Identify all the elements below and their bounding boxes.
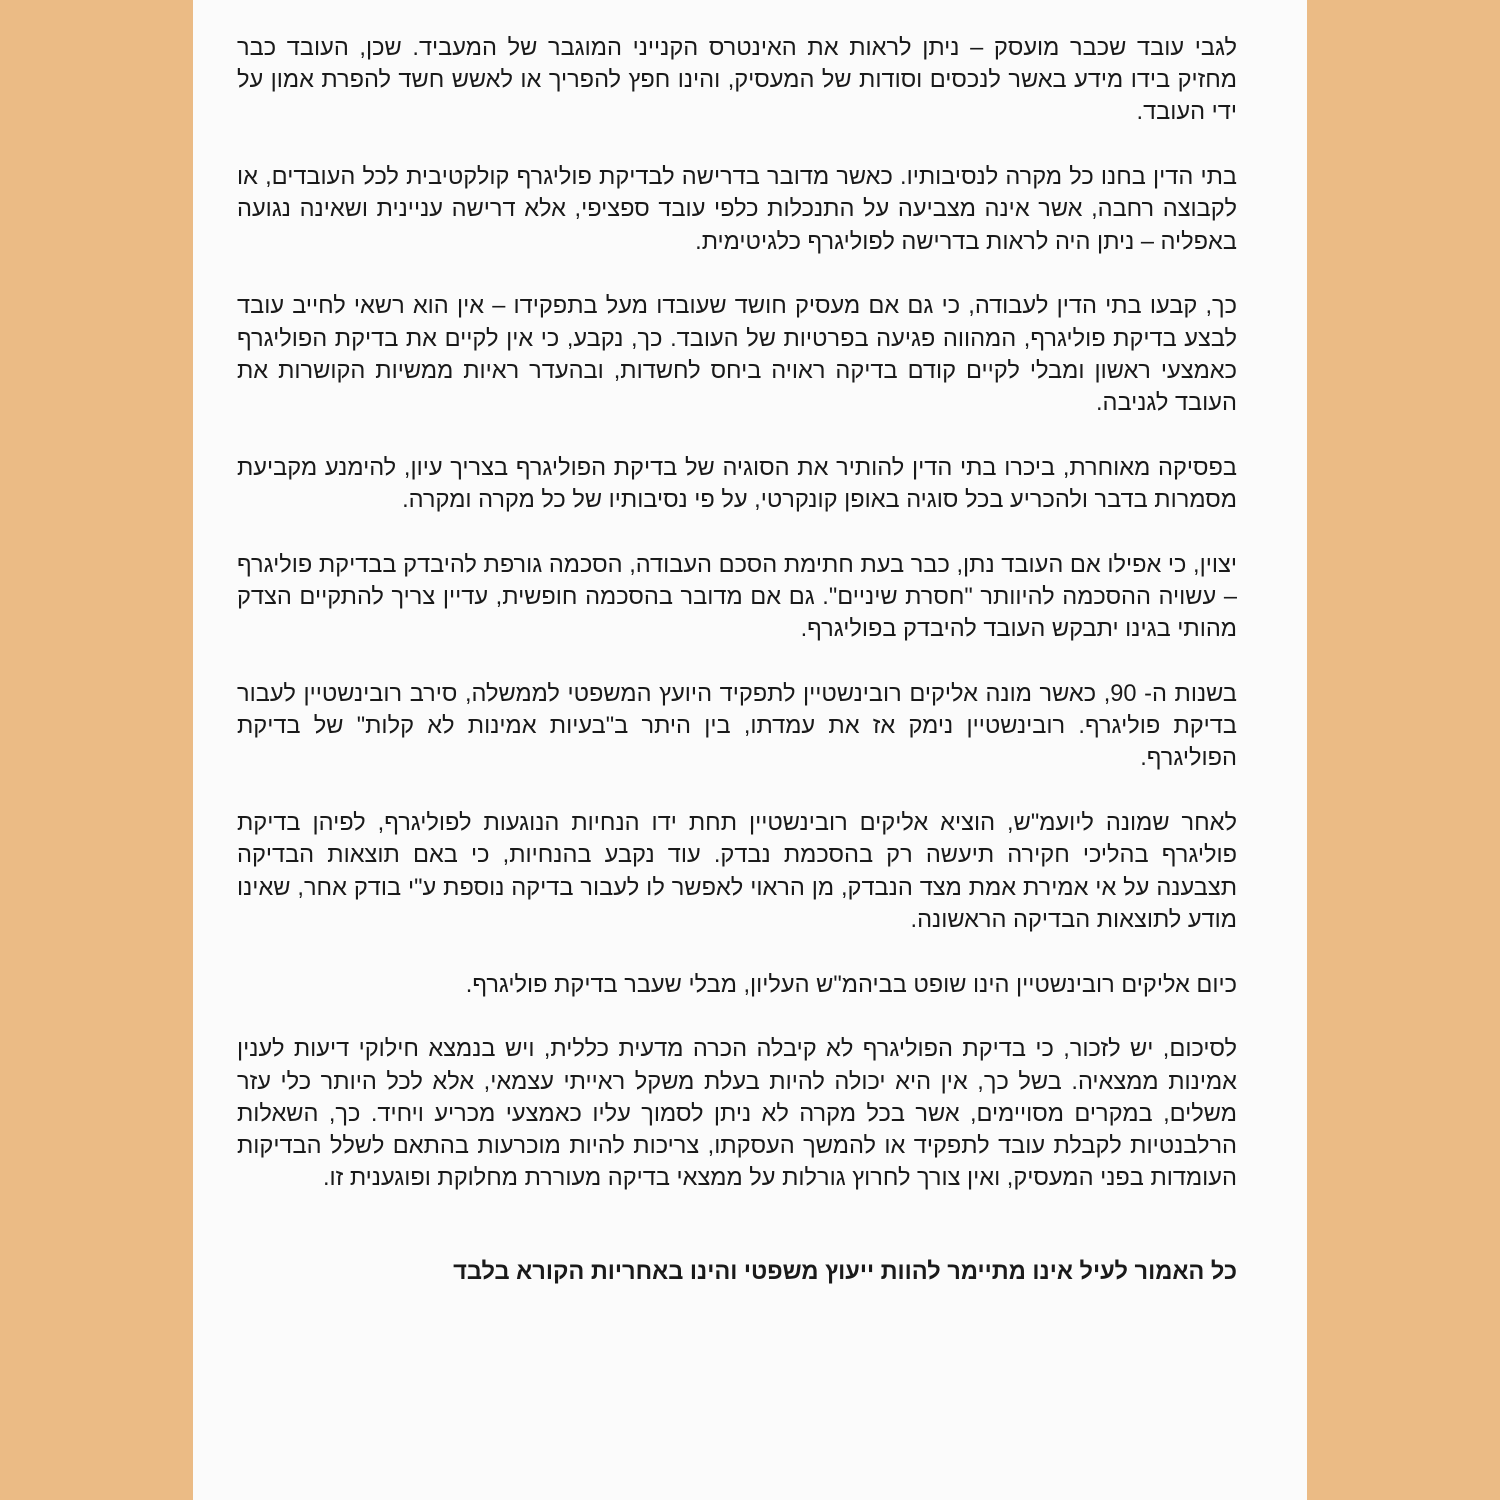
- paragraph-3: כך, קבעו בתי הדין לעבודה, כי גם אם מעסיק חושד שעובדו מעל בתפקידו – אין הוא רשאי לחייב עובד לבצע בדיקת פוליגרף, המהווה פגיעה בפרטיות של העובד. כך, נקבע, כי אין לקיים את בדיקת הפוליגרף כאמצעי ראשון ומבלי לקיים קודם בדיקה ראויה ביחס לחשדות, ובהעדר ראיות ממשיות הקושרות את העובד לגניבה.: [237, 293, 1237, 417]
- document-page: [193, 0, 1307, 1500]
- paragraph-5: יצוין, כי אפילו אם העובד נתן, כבר בעת חתימת הסכם העבודה, הסכמה גורפת להיבדק בבדיקת פוליגרף – עשויה ההסכמה להיוותר "חסרת שיניים". גם אם מדובר בהסכמה חופשית, עדיין צריך להתקיים הצדק מהותי בגינו יתבקש העובד להיבדק בפוליגרף.: [237, 551, 1237, 643]
- paragraph-9: לסיכום, יש לזכור, כי בדיקת הפוליגרף לא קיבלה הכרה מדעית כללית, ויש בנמצא חילוקי דיעות לענין אמינות ממצאיה. בשל כך, אין היא יכולה להיות בעלת משקל ראייתי עצמאי, אלא לכל היותר כלי עזר משלים, במקרים מסויימים, אשר בכל מקרה לא ניתן לסמוך עליו כאמצעי מכריע ויחיד. כך, השאלות הרלבנטיות לקבלת עובד לתפקיד או להמשך העסקתו, צריכות להיות מוכרעות בהתאם לשלל הבדיקות העומדות בפני המעסיק, ואין צורך לחרוץ גורלות על ממצאי בדיקה מעוררת מחלוקת ופוגענית זו.: [237, 1036, 1237, 1192]
- paragraph-4: בפסיקה מאוחרת, ביכרו בתי הדין להותיר את הסוגיה של בדיקת הפוליגרף בצריך עיון, להימנע מקביעת מסמרות בדבר ולהכריע בכל סוגיה באופן קונקרטי, על פי נסיבותיו של כל מקרה ומקרה.: [237, 454, 1237, 514]
- disclaimer: כל האמור לעיל אינו מתיימר להוות ייעוץ משפטי והינו באחריות הקורא בלבד: [453, 1259, 1237, 1286]
- paragraph-1: לגבי עובד שכבר מועסק – ניתן לראות את האינטרס הקנייני המוגבר של המעביד. שכן, העובד כבר מחזיק בידו מידע באשר לנכסים וסודות של המעסיק, והינו חפץ להפריך או לאשש חשד להפרת אמון על ידי העובד.: [237, 35, 1237, 126]
- document-body: [237, 32, 1237, 1289]
- paragraph-2: בתי הדין בחנו כל מקרה לנסיבותיו. כאשר מדובר בדרישה לבדיקת פוליגרף קולקטיבית לכל העובדים, או לקבוצה רחבה, אשר אינה מצביעה על התנכלות כלפי עובד ספציפי, אלא דרישה עניינית ושאינה נגועה באפליה – ניתן היה לראות בדרישה לפוליגרף כלגיטימית.: [237, 164, 1237, 255]
- paragraph-6: בשנות ה- 90, כאשר מונה אליקים רובינשטיין לתפקיד היועץ המשפטי לממשלה, סירב רובינשטיין לעבור בדיקת פוליגרף. רובינשטיין נימק אז את עמדתו, בין היתר ב"בעיות אמינות לא קלות" של בדיקת הפוליגרף.: [237, 681, 1237, 772]
- paragraph-8: כיום אליקים רובינשטיין הינו שופט בביהמ"ש העליון, מבלי שעבר בדיקת פוליגרף.: [465, 971, 1237, 998]
- paragraph-7: לאחר שמונה ליועמ"ש, הוציא אליקים רובינשטיין תחת ידו הנחיות הנוגעות לפוליגרף, לפיהן בדיקת פוליגרף בהליכי חקירה תיעשה רק בהסכמת נבדק. עוד נקבע בהנחיות, כי באם תוצאות הבדיקה תצבענה על אי אמירת אמת מצד הנבדק, מן הראוי לאפשר לו לעבור בדיקה נוספת ע"י בודק אחר, שאינו מודע לתוצאות הבדיקה הראשונה.: [237, 810, 1237, 933]
